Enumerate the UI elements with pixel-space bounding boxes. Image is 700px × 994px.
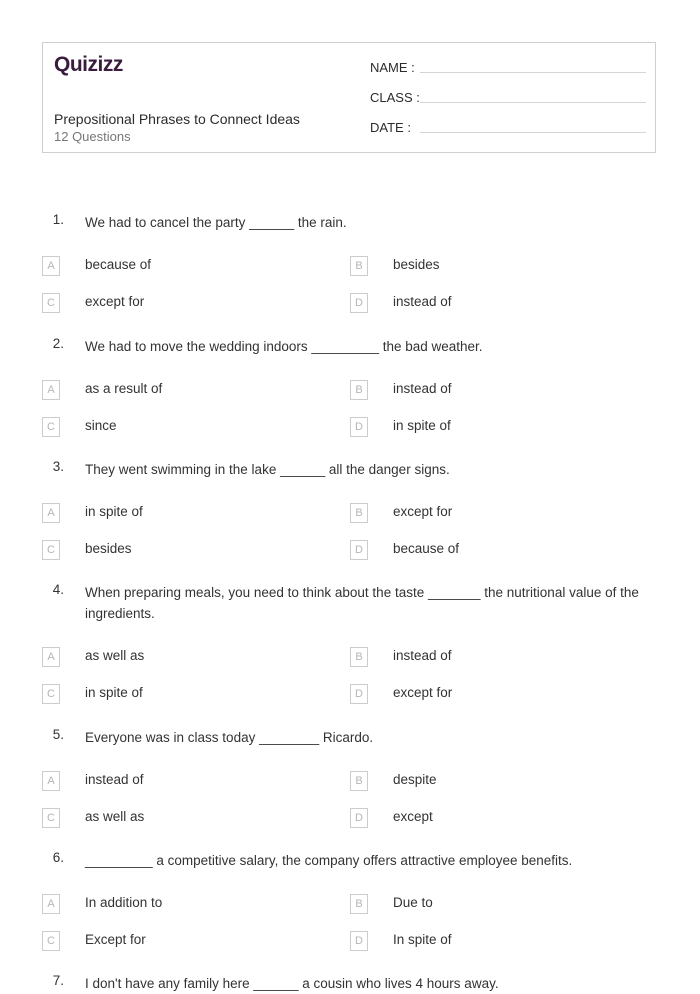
option-text: besides [393, 257, 440, 272]
option-text: Due to [393, 895, 433, 910]
option-text: instead of [393, 381, 452, 396]
option-letter-box[interactable]: D [350, 417, 368, 437]
option-letter-box[interactable]: B [350, 503, 368, 523]
question-number: 4. [52, 582, 64, 597]
option-text: instead of [85, 772, 144, 787]
option-text: since [85, 418, 117, 433]
question-number: 1. [52, 212, 64, 227]
question-number: 2. [52, 336, 64, 351]
option-letter-box[interactable]: A [42, 380, 60, 400]
option-text: because of [393, 541, 460, 556]
option-letter-box[interactable]: A [42, 256, 60, 276]
option-letter-box[interactable]: A [42, 503, 60, 523]
date-line [420, 131, 646, 133]
option-letter-box[interactable]: C [42, 293, 60, 313]
worksheet-header [42, 42, 656, 153]
question-text: We had to cancel the party ______ the rain. [85, 215, 347, 230]
option-text: because of [85, 257, 152, 272]
option-letter-box[interactable]: B [350, 771, 368, 791]
question-text: They went swimming in the lake ______ all the danger signs. [85, 462, 450, 477]
option-text: despite [393, 772, 437, 787]
option-text: in spite of [85, 504, 143, 519]
option-letter-box[interactable]: D [350, 931, 368, 951]
option-letter-box[interactable]: C [42, 931, 60, 951]
option-text: In spite of [393, 932, 452, 947]
question-number: 7. [52, 973, 64, 988]
name-field[interactable] [370, 60, 646, 75]
date-label: DATE : [370, 120, 411, 135]
option-letter-box[interactable]: C [42, 808, 60, 828]
option-letter-box[interactable]: A [42, 647, 60, 667]
class-label: CLASS : [370, 90, 420, 105]
question-number: 6. [52, 850, 64, 865]
option-letter-box[interactable]: A [42, 894, 60, 914]
option-letter-box[interactable]: D [350, 293, 368, 313]
option-letter-box[interactable]: C [42, 540, 60, 560]
class-field[interactable] [370, 90, 646, 105]
option-text: except for [393, 685, 453, 700]
quizizz-logo: Quizizz [54, 53, 123, 76]
option-letter-box[interactable]: B [350, 256, 368, 276]
option-letter-box[interactable]: B [350, 380, 368, 400]
option-text: instead of [393, 294, 452, 309]
option-text: In addition to [85, 895, 163, 910]
name-label: NAME : [370, 60, 415, 75]
option-letter-box[interactable]: D [350, 684, 368, 704]
question-text: When preparing meals, you need to think about the taste _______ the nutritional value of the ingredients. [85, 585, 639, 621]
option-letter-box[interactable]: A [42, 771, 60, 791]
question-number: 3. [52, 459, 64, 474]
option-letter-box[interactable]: B [350, 894, 368, 914]
worksheet-title: Prepositional Phrases to Connect Ideas [54, 111, 300, 127]
option-text: except [393, 809, 433, 824]
option-text: instead of [393, 648, 452, 663]
option-letter-box[interactable]: C [42, 417, 60, 437]
option-text: except for [393, 504, 453, 519]
question-text: _________ a competitive salary, the company offers attractive employee benefits. [85, 853, 573, 868]
option-text: besides [85, 541, 132, 556]
option-text: Except for [85, 932, 146, 947]
option-text: as well as [85, 809, 145, 824]
option-text: as well as [85, 648, 145, 663]
option-letter-box[interactable]: D [350, 540, 368, 560]
option-letter-box[interactable]: D [350, 808, 368, 828]
question-count: 12 Questions [54, 129, 131, 144]
class-line [420, 101, 646, 103]
option-text: as a result of [85, 381, 163, 396]
option-text: except for [85, 294, 145, 309]
date-field[interactable] [370, 120, 646, 135]
question-text: Everyone was in class today ________ Ricardo. [85, 730, 374, 745]
option-text: in spite of [85, 685, 143, 700]
question-text: We had to move the wedding indoors _________ the bad weather. [85, 339, 483, 354]
option-text: in spite of [393, 418, 451, 433]
question-text: I don't have any family here ______ a cousin who lives 4 hours away. [85, 976, 499, 991]
question-number: 5. [52, 727, 64, 742]
name-line [420, 71, 646, 73]
option-letter-box[interactable]: B [350, 647, 368, 667]
option-letter-box[interactable]: C [42, 684, 60, 704]
